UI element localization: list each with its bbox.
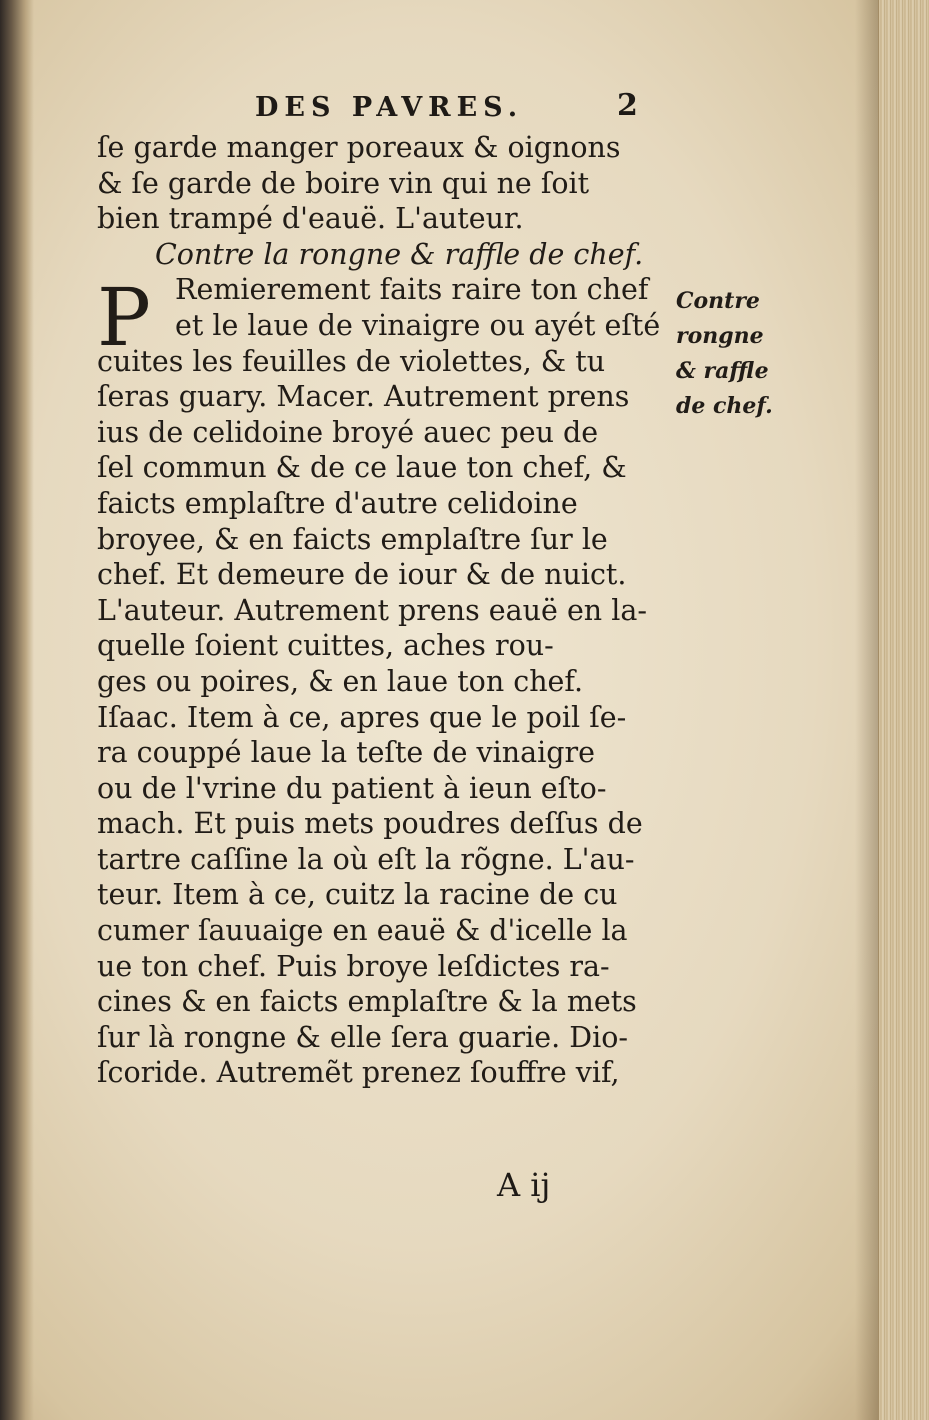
text-line: ra couppé laue la teſte de vinaigre bbox=[97, 736, 595, 770]
binding-gutter bbox=[0, 0, 34, 1420]
text-line: quelle ſoient cuittes, aches rou- bbox=[97, 629, 554, 663]
text-line: tartre caſſine la où eſt la rõgne. L'au- bbox=[97, 842, 635, 876]
text-line: ſe garde manger poreaux & oignons bbox=[97, 131, 621, 164]
text-line: ges ou poires, & en laue ton chef. bbox=[97, 664, 584, 698]
fore-edge-shadow bbox=[855, 0, 879, 1420]
text-line: Remierement faits raire ton chef bbox=[175, 273, 649, 307]
text-line: mach. Et puis mets poudres deſſus de bbox=[97, 807, 643, 841]
signature-mark: A ij bbox=[497, 1166, 551, 1204]
page-fore-edge bbox=[878, 0, 929, 1420]
folio-number: 2 bbox=[617, 88, 638, 123]
section-heading: Contre la rongne & raffle de chef. bbox=[155, 237, 644, 271]
drop-cap: P bbox=[97, 271, 151, 364]
text-line: cines & en faicts emplaſtre & la mets bbox=[97, 985, 637, 1019]
text-block bbox=[97, 130, 669, 1091]
text-line: ou de l'vrine du patient à ieun eſto- bbox=[97, 771, 607, 805]
text-line: cumer ſauuaige en eauë & d'icelle la bbox=[97, 914, 628, 948]
text-line: ſcoride. Autremẽt prenez ſouffre vif, bbox=[97, 1056, 620, 1090]
text-line: ius de celidoine broyé auec peu de bbox=[97, 415, 599, 449]
text-line: chef. Et demeure de iour & de nuict. bbox=[97, 558, 627, 592]
text-line: et le laue de vinaigre ou ayét eſté bbox=[175, 308, 661, 342]
text-line: teur. Item à ce, cuitz la racine de cu bbox=[97, 878, 618, 912]
text-line: bien trampé d'eauë. L'auteur. bbox=[97, 202, 524, 236]
text-line: ſeras guary. Macer. Autrement prens bbox=[97, 380, 630, 414]
text-line: L'auteur. Autrement prens eauë en la- bbox=[97, 593, 647, 627]
text-line: ſel commun & de ce laue ton chef, & bbox=[97, 451, 627, 485]
running-head: DES PAVRES. bbox=[255, 92, 524, 123]
text-line: ſur là rongne & elle ſera guarie. Dio- bbox=[97, 1020, 629, 1054]
page-header bbox=[255, 88, 675, 132]
text-line: & ſe garde de boire vin qui ne ſoit bbox=[97, 166, 590, 200]
text-line: cuites les feuilles de violettes, & tu bbox=[97, 344, 606, 378]
margin-note-line: & raffle bbox=[676, 358, 769, 384]
margin-note-line: de chef. bbox=[676, 393, 773, 419]
text-line: faicts emplaſtre d'autre celidoine bbox=[97, 486, 578, 520]
text-line: broyee, & en faicts emplaſtre ſur le bbox=[97, 522, 608, 556]
text-line: ue ton chef. Puis broye leſdictes ra- bbox=[97, 949, 610, 983]
text-line: Iſaac. Item à ce, apres que le poil ſe- bbox=[97, 700, 627, 734]
margin-note bbox=[676, 284, 826, 424]
margin-note-line: rongne bbox=[676, 323, 764, 349]
margin-note-line: Contre bbox=[676, 288, 760, 314]
